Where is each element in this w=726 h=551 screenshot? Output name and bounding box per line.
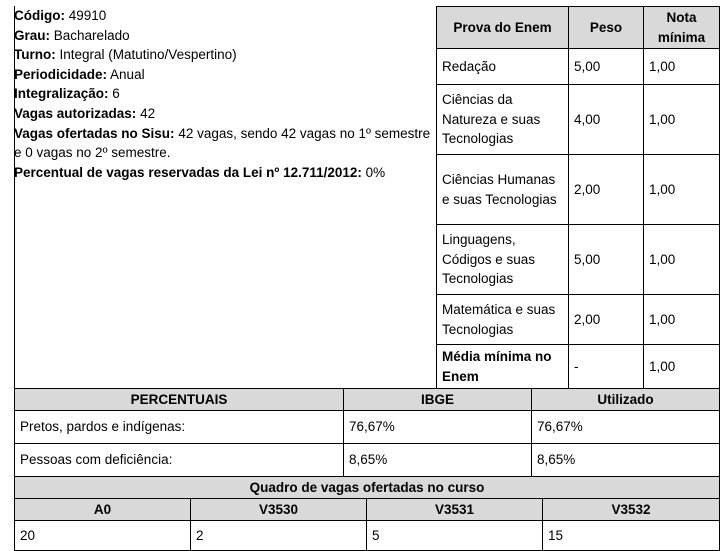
header-a0: A0 [15,499,191,521]
info-periodicidade: Periodicidade: Anual [14,66,145,82]
cell-ibge: 8,65% [344,444,532,477]
cell-utilizado: 76,67% [532,411,720,444]
cell-prova: Matemática e suas Tecnologias [437,295,569,345]
table-title-row [15,477,720,499]
cell-prova: Linguagens, Códigos e suas Tecnologias [437,225,569,295]
cell-media-peso: - [569,345,644,389]
cell-media-nota: 1,00 [644,345,720,389]
cell-peso: 5,00 [569,225,644,295]
table-header-row [437,7,720,49]
info-grau: Grau: Bacharelado [14,27,130,43]
table-row [15,521,720,551]
percentuais-table [14,388,720,477]
cell-peso: 4,00 [569,85,644,155]
cell-nota: 1,00 [644,295,720,345]
table-row [437,155,720,225]
cell-v3532: 15 [543,521,720,551]
header-ibge: IBGE [344,389,532,411]
info-vagas-autorizadas: Vagas autorizadas: 42 [14,105,156,121]
cell-prova: Ciências da Natureza e suas Tecnologias [437,85,569,155]
cell-nota: 1,00 [644,49,720,85]
info-integralizacao: Integralização: 6 [14,86,120,102]
header-utilizado: Utilizado [532,389,720,411]
table-header-row [15,389,720,411]
info-turno: Turno: Integral (Matutino/Vespertino) [14,47,237,63]
header-v3530: V3530 [191,499,367,521]
media-row [437,345,720,389]
cell-prova: Ciências Humanas e suas Tecnologias [437,155,569,225]
info-codigo: Código: 49910 [14,8,107,23]
header-v3531: V3531 [367,499,543,521]
cell-v3530: 2 [191,521,367,551]
cell-prova: Redação [437,49,569,85]
quadro-title: Quadro de vagas ofertadas no curso [15,477,720,499]
course-info [14,6,434,182]
cell-ibge: 76,67% [344,411,532,444]
table-row [437,85,720,155]
quadro-vagas-table [14,476,720,551]
header-nota: Nota mínima [644,7,720,49]
header-prova: Prova do Enem [437,7,569,49]
header-v3532: V3532 [543,499,720,521]
header-percentuais: PERCENTUAIS [15,389,344,411]
info-percentual: Percentual de vagas reservadas da Lei nº 12.711/2012: 0% [14,164,386,180]
table-header-row [15,499,720,521]
cell-media-label: Média mínima no Enem [437,345,569,389]
table-row [437,49,720,85]
header-peso: Peso [569,7,644,49]
table-row [15,411,720,444]
cell-nota: 1,00 [644,155,720,225]
cell-label: Pretos, pardos e indígenas: [15,411,344,444]
cell-label: Pessoas com deficiência: [15,444,344,477]
cell-a0: 20 [15,521,191,551]
cell-peso: 5,00 [569,49,644,85]
table-row [437,295,720,345]
cell-v3531: 5 [367,521,543,551]
cell-utilizado: 8,65% [532,444,720,477]
cell-nota: 1,00 [644,225,720,295]
cell-peso: 2,00 [569,295,644,345]
cell-peso: 2,00 [569,155,644,225]
table-row [15,444,720,477]
table-row [437,225,720,295]
enem-weights-table [436,6,720,389]
info-vagas-sisu: Vagas ofertadas no Sisu: 42 vagas, sendo 42 vagas no 1º semestre e 0 vagas no 2º semestre. [14,125,431,161]
cell-nota: 1,00 [644,85,720,155]
